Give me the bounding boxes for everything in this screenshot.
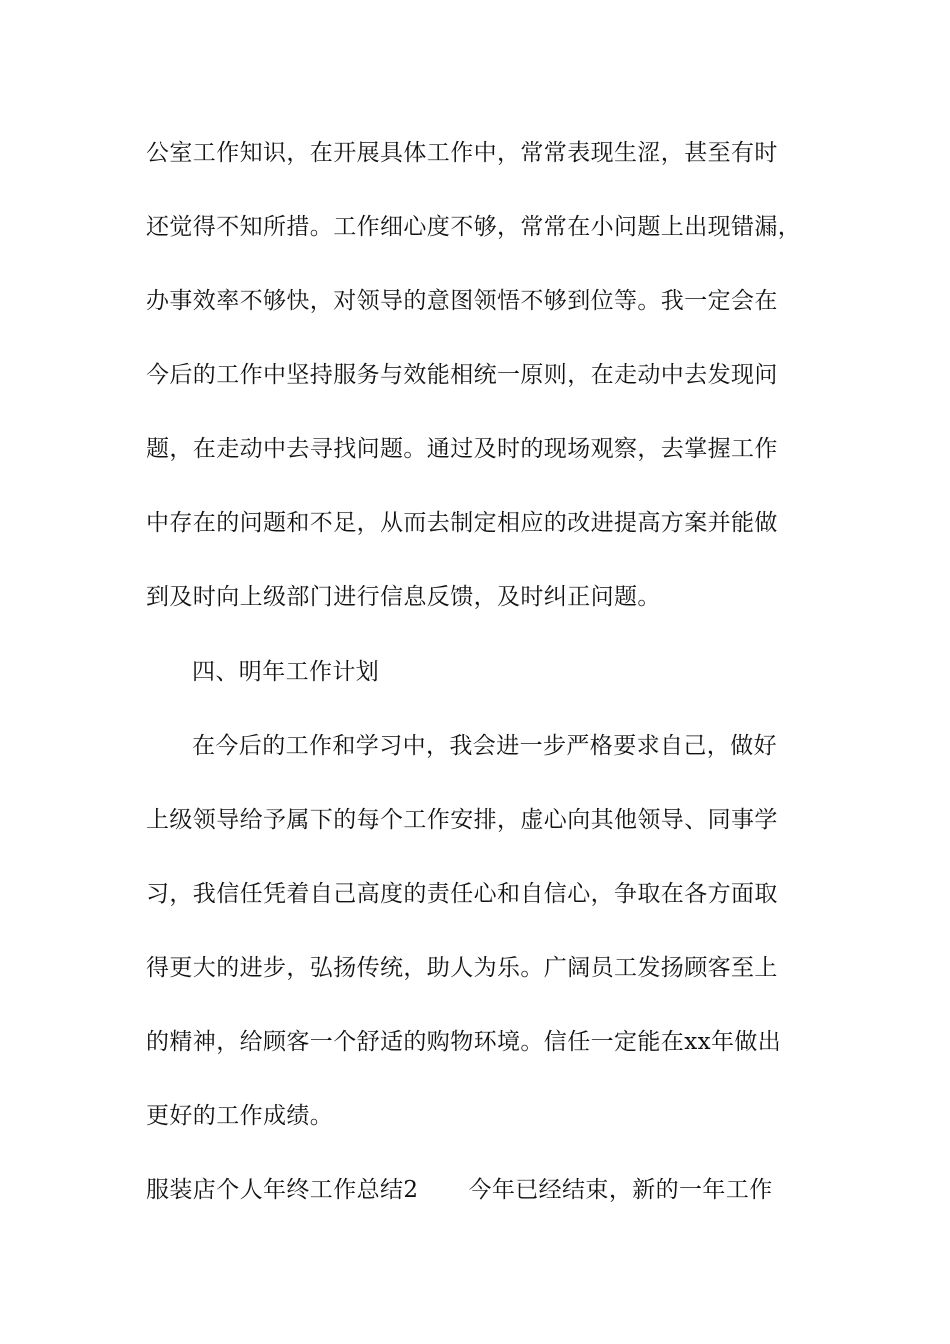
paragraph2-line-5: 的精神，给顾客一个舒适的购物环境。信任一定能在xx年做出 — [146, 1029, 782, 1055]
body-line-7: 到及时向上级部门进行信息反馈，及时纠正问题。 — [146, 584, 661, 610]
next-section-title: 服装店个人年终工作总结2 — [146, 1177, 419, 1203]
paragraph2-line-4: 得更大的进步，弘扬传统，助人为乐。广阔员工发扬顾客至上 — [146, 955, 778, 981]
section-heading: 四、明年工作计划 — [192, 659, 380, 685]
paragraph2-line-3: 习，我信任凭着自己高度的责任心和自信心，争取在各方面取 — [146, 881, 778, 907]
body-line-5: 题，在走动中去寻找问题。通过及时的现场观察，去掌握工作 — [146, 436, 778, 462]
body-line-3: 办事效率不够快，对领导的意图领悟不够到位等。我一定会在 — [146, 288, 778, 314]
next-section-text: 今年已经结束，新的一年工作 — [468, 1177, 773, 1203]
next-section-line — [146, 1175, 816, 1205]
paragraph2-line-1: 在今后的工作和学习中，我会进一步严格要求自己，做好 — [192, 733, 777, 759]
paragraph2-line-2: 上级领导给予属下的每个工作安排，虚心向其他领导、同事学 — [146, 807, 778, 833]
body-line-4: 今后的工作中坚持服务与效能相统一原则，在走动中去发现问 — [146, 362, 778, 388]
body-line-1: 公室工作知识，在开展具体工作中，常常表现生涩，甚至有时 — [146, 140, 778, 166]
paragraph2-line-6: 更好的工作成绩。 — [146, 1103, 334, 1129]
body-line-6: 中存在的问题和不足，从而去制定相应的改进提高方案并能做 — [146, 510, 778, 536]
body-line-2: 还觉得不知所措。工作细心度不够，常常在小问题上出现错漏， — [146, 214, 802, 240]
